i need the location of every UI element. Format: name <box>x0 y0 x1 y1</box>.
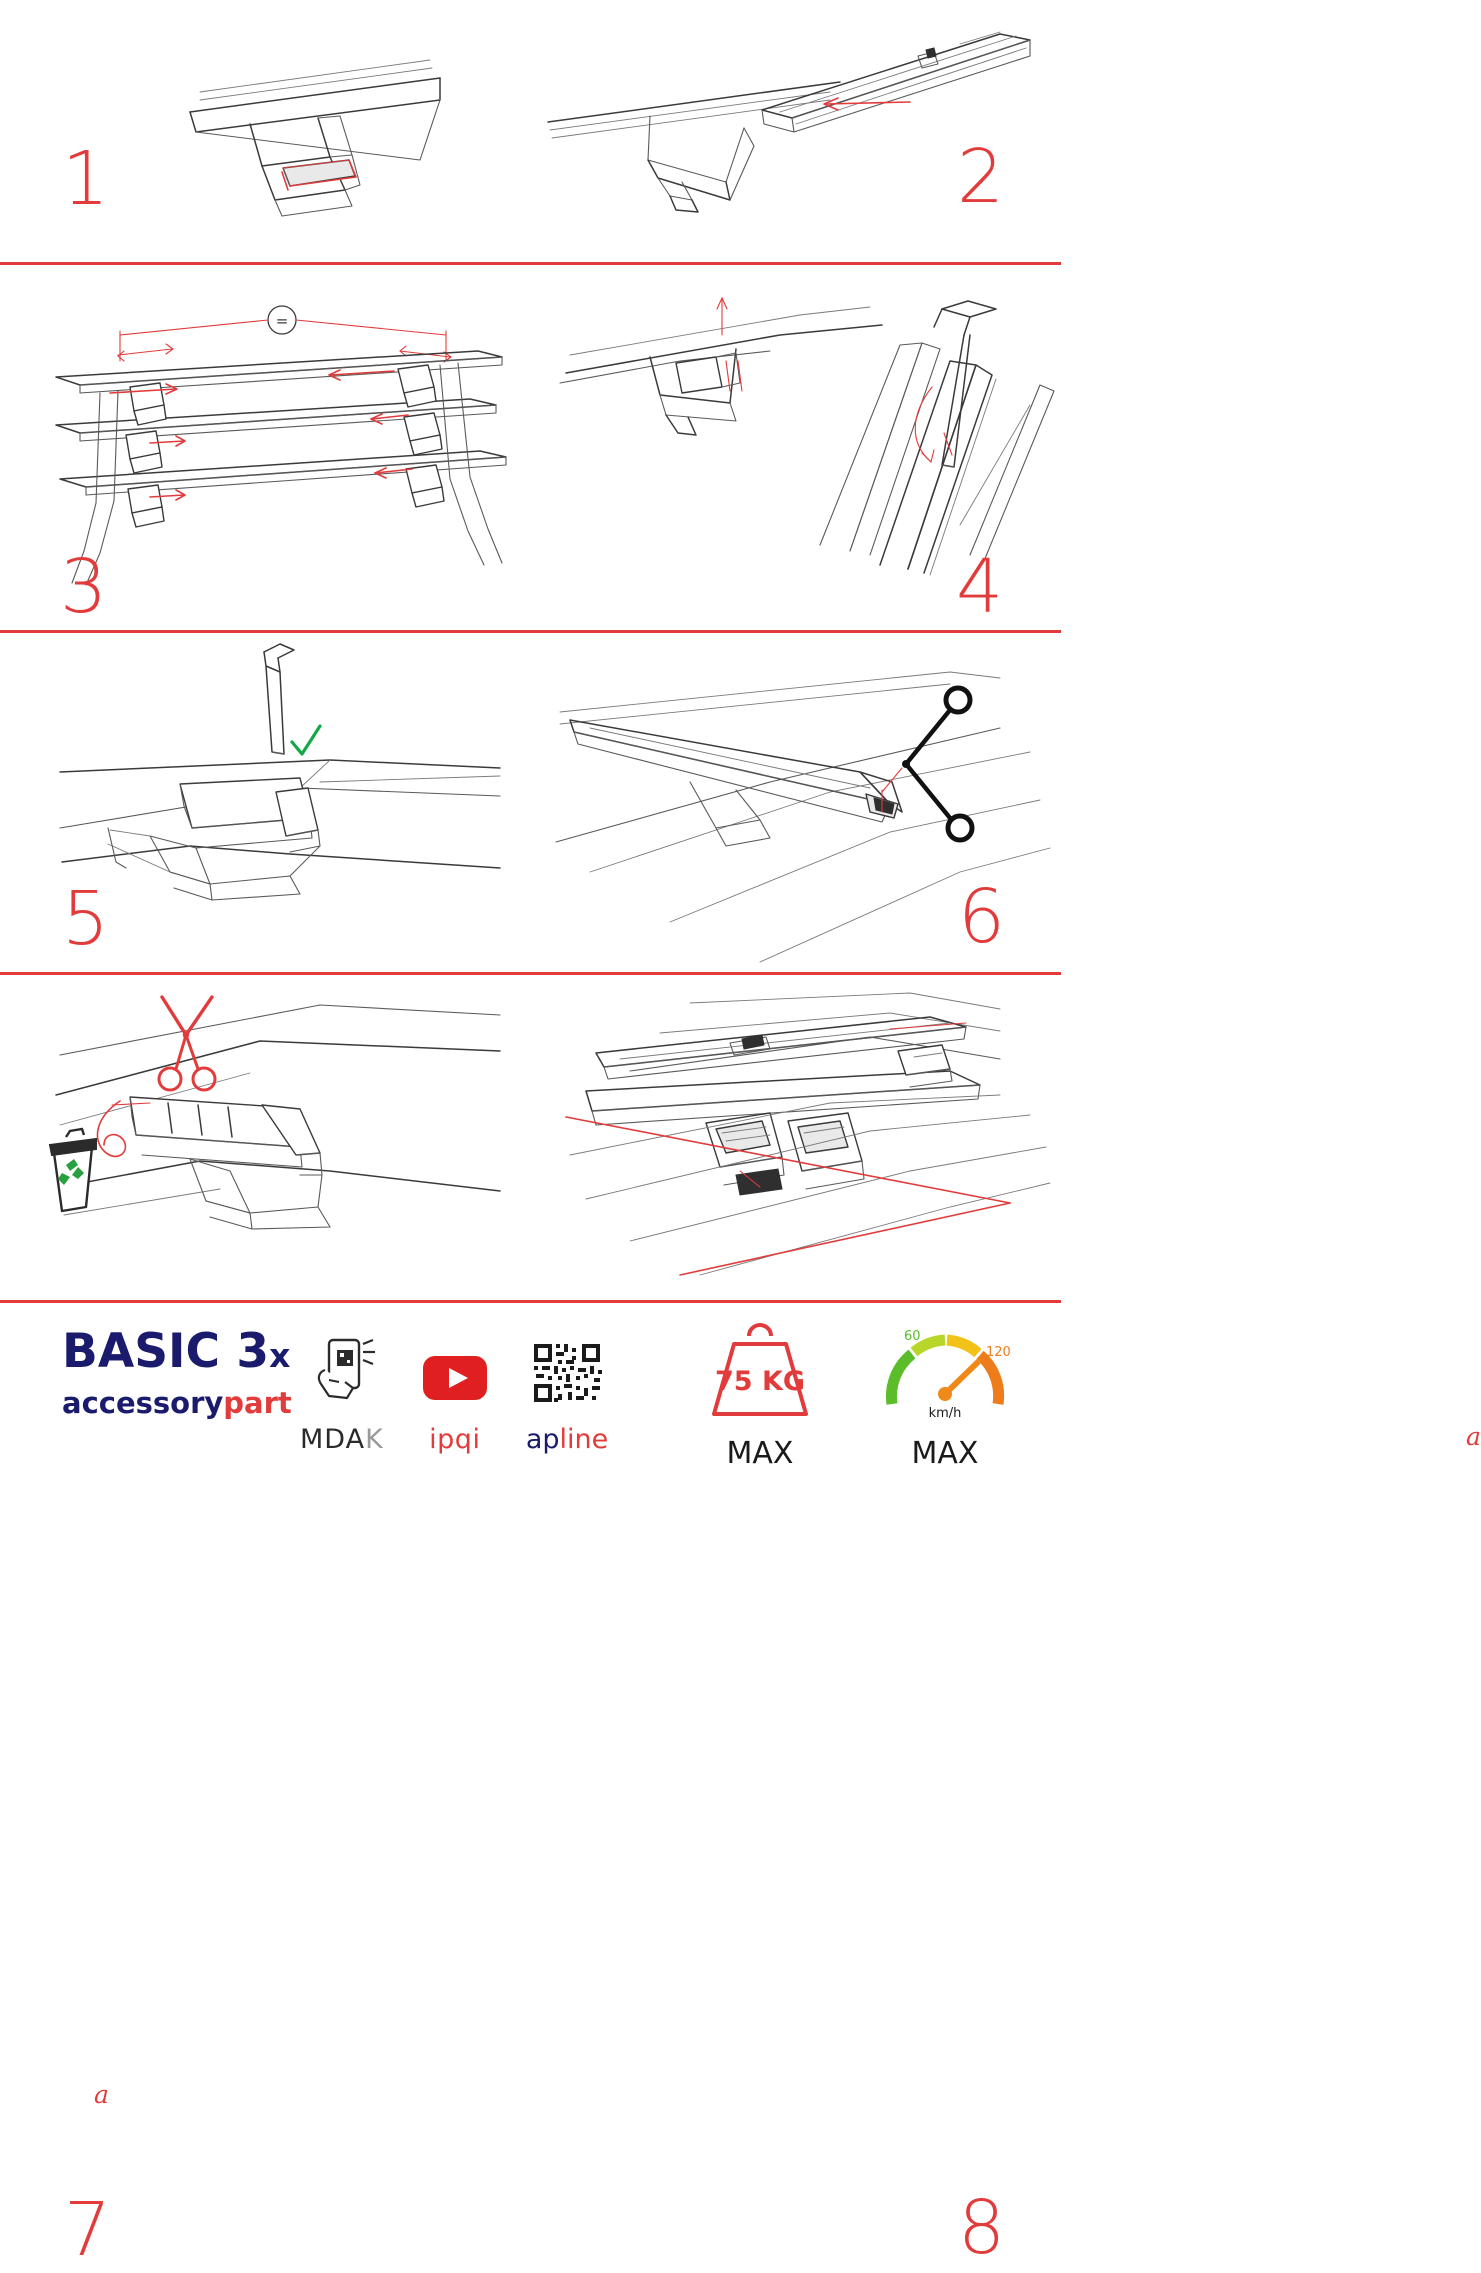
recycle-bin-icon <box>50 1129 96 1211</box>
step-number-5: 5 <box>62 876 109 962</box>
brand-subtitle <box>62 1386 292 1420</box>
logo-apline[interactable] <box>526 1336 608 1453</box>
step-5-illustration <box>0 632 530 972</box>
max-load-block <box>690 1318 830 1471</box>
svg-text:=: = <box>275 312 289 330</box>
partner-logos <box>300 1336 608 1453</box>
brand-title <box>62 1324 292 1379</box>
max-load-label: MAX <box>726 1436 794 1471</box>
label-a-step-6: a <box>1466 1422 1481 1451</box>
brand-sub-second: part <box>223 1386 292 1420</box>
max-speed-block <box>870 1318 1020 1471</box>
speedometer-icon <box>870 1318 1020 1428</box>
brand-title-suffix: x <box>269 1336 291 1375</box>
logo-caption-apline <box>526 1426 608 1453</box>
qr-code-icon <box>528 1336 606 1410</box>
step-number-2: 2 <box>957 134 1004 220</box>
step-number-6: 6 <box>958 874 1005 960</box>
scissors-icon-7 <box>159 997 215 1090</box>
mdak-cap-main: MDA <box>300 1424 366 1455</box>
speed-unit: km/h <box>928 1406 962 1421</box>
label-a-step-7: a <box>94 2080 109 2109</box>
logo-caption-mdak <box>300 1426 384 1453</box>
step-2-illustration <box>530 0 1061 262</box>
footer <box>0 1300 1061 1500</box>
step-number-1: 1 <box>62 136 109 222</box>
speed-tick-60: 60 <box>904 1329 921 1344</box>
logo-ipqi[interactable] <box>418 1336 492 1453</box>
brand-title-text: BASIC 3 <box>62 1324 270 1379</box>
youtube-icon <box>418 1336 492 1410</box>
step-number-3: 3 <box>60 544 107 630</box>
apline-cap-ap: ap <box>525 1424 560 1455</box>
step-number-7: 7 <box>64 2187 111 2273</box>
step-number-4: 4 <box>956 544 1003 630</box>
apline-cap-line: line <box>559 1424 609 1455</box>
logo-mdak[interactable] <box>300 1336 384 1453</box>
step-3-illustration <box>0 265 530 630</box>
step-number-8: 8 <box>958 2185 1005 2271</box>
logo-caption-ipqi: ipqi <box>429 1424 481 1455</box>
max-speed-label: MAX <box>911 1436 979 1471</box>
max-load-value: 75 KG <box>714 1366 806 1397</box>
speed-tick-120: 120 <box>986 1345 1011 1360</box>
brand-sub-first: accessory <box>62 1386 224 1420</box>
step-1-illustration <box>0 0 530 262</box>
weight-icon <box>690 1318 830 1428</box>
mdak-cap-k: K <box>365 1424 384 1455</box>
scissors-icon <box>902 688 972 840</box>
brand-block <box>62 1324 292 1420</box>
step-4-illustration <box>530 265 1061 630</box>
hand-phone-qr-icon <box>303 1336 381 1410</box>
